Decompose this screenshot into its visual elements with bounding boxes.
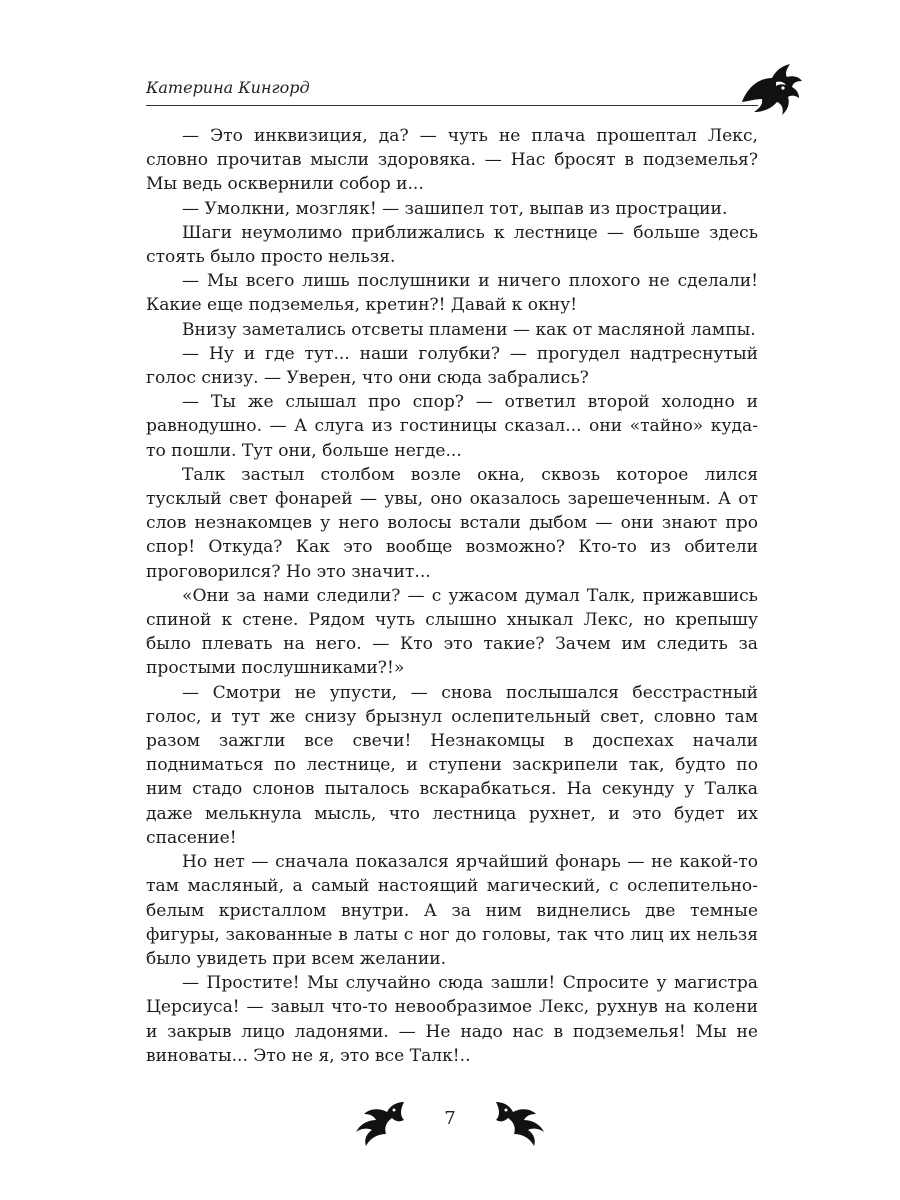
paragraph: «Они за нами следили? — с ужасом думал Талк, прижавшись спиной к стене. Рядом чуть слышно хныкал Лекс, но крепышу было плевать на него. — Кто это такие? Зачем им следить за простыми послушниками?!» [146,585,758,679]
paragraph: Но нет — сначала показался ярчайший фонарь — не какой-то там масляный, а самый настоящий магический, с ослепительно-белым кристаллом внутри. А за ним виднелись две темные фигуры, закованные в латы с ног до головы, так что лиц их нельзя было увидеть при всем желании. [146,852,758,969]
running-head-author: Катерина Кингорд [146,78,310,97]
paragraph: — Простите! Мы случайно сюда зашли! Спросите у магистра Церсиуса! — завыл что-то невообразимое Лекс, рухнув на колени и закрыв лицо ладонями. — Не надо нас в подземелья! Мы не виноваты... Это не я, это все Талк!.. [146,973,758,1066]
paragraph: — Смотри не упусти, — снова послышался бесстрастный голос, и тут же снизу брызнул ослепительный свет, словно там разом зажгли все свечи! Незнакомцы в доспехах начали подниматься по лестнице, и ступени заскрипели так, будто по ним стадо слонов пыталось вскарабкаться. На секунду у Талка даже мелькнула мысль, что лестница рухнет, и это будет их спасение! [146,682,758,848]
paragraph: — Умолкни, мозгляк! — зашипел тот, выпав из прострации. [182,198,728,219]
paragraph: Талк застыл столбом возле окна, сквозь которое лился тусклый свет фонарей — увы, оно оказалось зарешеченным. А от слов незнакомцев у него волосы встали дыбом — они знают про спор! Откуда? Как это вообще возможно? Кто-то из обители проговорился? Но это значит... [146,464,758,582]
dragon-head-icon [738,62,804,128]
paragraph: — Ну и где тут... наши голубки? — прогудел надтреснутый голос снизу. — Уверен, что они сюда забрались? [146,343,758,389]
paragraph: — Ты же слышал про спор? — ответил второй холодно и равнодушно. — А слуга из гостиницы сказал... они «тайно» куда-то пошли. Тут они, больше негде... [146,392,758,461]
page-number: 7 [444,1108,456,1129]
dragon-ornament-icon [492,1092,550,1150]
paragraph: Внизу заметались отсветы пламени — как от масляной лампы. [182,319,756,340]
paragraph: — Мы всего лишь послушники и ничего плохого не сделали! Какие еще подземелья, кретин?! Давай к окну! [146,271,758,316]
paragraph: Шаги неумолимо приближались к лестнице — больше здесь стоять было просто нельзя. [146,222,758,268]
paragraph: — Это инквизиция, да? — чуть не плача прошептал Лекс, словно прочитав мысли здоровяка. — Нас бросят в подземелья? Мы ведь осквернили собор и... [146,126,758,195]
body-text [146,124,758,1068]
header-rule [146,105,758,106]
